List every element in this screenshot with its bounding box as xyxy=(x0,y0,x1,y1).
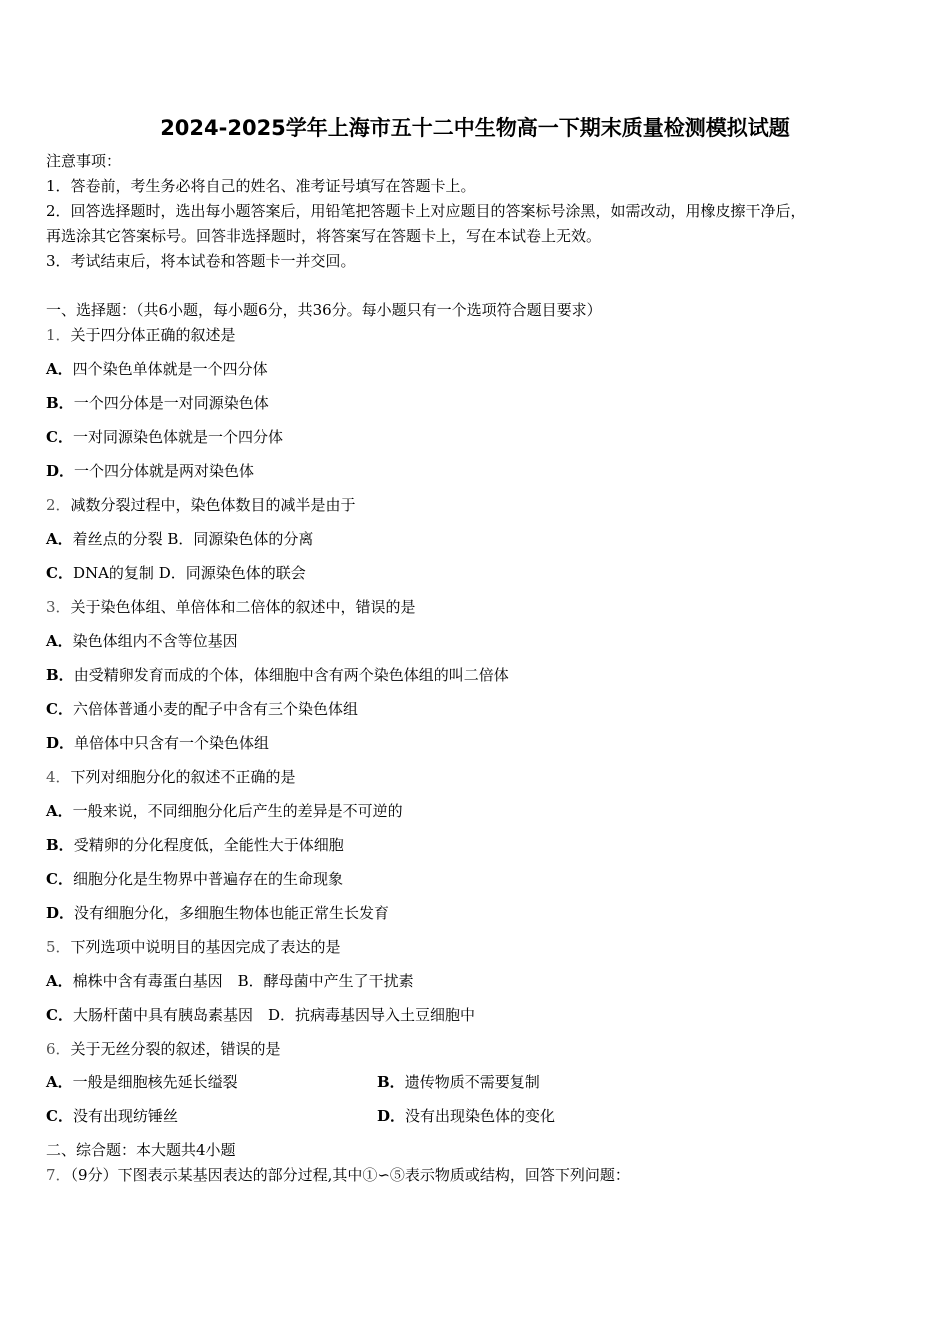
option-text: 没有出现纺锤丝 xyxy=(72,1107,178,1125)
option-d xyxy=(377,1106,555,1126)
option-label: C． xyxy=(46,700,73,718)
notice-item-2b: 再选涂其它答案标号。回答非选择题时，将答案写在答题卡上，写在本试卷上无效。 xyxy=(46,227,602,245)
question-number: 1． xyxy=(46,326,71,344)
question-number: 7． xyxy=(46,1166,71,1184)
question-2-stem xyxy=(46,495,356,515)
question-7-stem xyxy=(46,1165,630,1185)
option-label: A． xyxy=(46,1073,73,1091)
option-text: 染色体组内不含等位基因 xyxy=(72,632,238,650)
option-label: C． xyxy=(46,1006,73,1024)
question-text: 关于染色体组、单倍体和二倍体的叙述中，错误的是 xyxy=(70,598,416,616)
question-number: 6． xyxy=(46,1040,71,1058)
option-b xyxy=(46,835,344,855)
question-text: 关于四分体正确的叙述是 xyxy=(70,326,236,344)
option-label: C． xyxy=(46,870,73,888)
question-text: 关于无丝分裂的叙述，错误的是 xyxy=(70,1040,281,1058)
option-text: 由受精卵发育而成的个体，体细胞中含有两个染色体组的叫二倍体 xyxy=(73,666,509,684)
option-label: C． xyxy=(46,1107,73,1125)
notice-item-1: 1．答卷前，考生务必将自己的姓名、准考证号填写在答题卡上。 xyxy=(46,177,476,195)
option-text: 一个四分体是一对同源染色体 xyxy=(73,394,269,412)
option-label: D． xyxy=(377,1107,406,1125)
option-label: A． xyxy=(46,360,73,378)
question-5-stem xyxy=(46,937,341,957)
option-ab xyxy=(46,971,414,991)
option-label: A． xyxy=(46,972,73,990)
option-label: C． xyxy=(46,428,73,446)
question-6-stem xyxy=(46,1039,281,1059)
option-text: 单倍体中只含有一个染色体组 xyxy=(74,734,270,752)
option-b xyxy=(46,393,269,413)
option-a xyxy=(46,631,238,651)
option-text: 没有细胞分化，多细胞生物体也能正常生长发育 xyxy=(74,904,390,922)
option-text: 一个四分体就是两对染色体 xyxy=(74,462,255,480)
option-label: B． xyxy=(46,666,74,684)
option-text: 受精卵的分化程度低，全能性大于体细胞 xyxy=(73,836,344,854)
option-a xyxy=(46,801,403,821)
notice-item-3: 3．考试结束后，将本试卷和答题卡一并交回。 xyxy=(46,252,356,270)
option-label: D． xyxy=(46,904,75,922)
question-text: （9分）下图表示某基因表达的部分过程,其中①∽⑤表示物质或结构，回答下列问题： xyxy=(70,1166,630,1184)
option-label: D． xyxy=(46,462,75,480)
option-text: 一般来说，不同细胞分化后产生的差异是不可逆的 xyxy=(72,802,403,820)
option-c xyxy=(46,1106,178,1126)
question-text: 下列对细胞分化的叙述不正确的是 xyxy=(70,768,296,786)
question-number: 3． xyxy=(46,598,71,616)
option-label: A． xyxy=(46,632,73,650)
option-label: A． xyxy=(46,530,73,548)
option-text: 细胞分化是生物界中普遍存在的生命现象 xyxy=(72,870,343,888)
question-4-stem xyxy=(46,767,296,787)
option-c xyxy=(46,427,283,447)
question-1-stem xyxy=(46,325,236,345)
section-1-heading: 一、选择题：（共6小题，每小题6分，共36分。每小题只有一个选项符合题目要求） xyxy=(46,301,602,319)
question-text: 下列选项中说明目的基因完成了表达的是 xyxy=(70,938,341,956)
section-2-heading: 二、综合题：本大题共4小题 xyxy=(46,1141,236,1159)
option-d xyxy=(46,461,254,481)
option-ab xyxy=(46,529,313,549)
option-c xyxy=(46,699,358,719)
option-b xyxy=(377,1072,540,1092)
option-label: A． xyxy=(46,802,73,820)
option-text: 四个染色单体就是一个四分体 xyxy=(72,360,268,378)
option-cd xyxy=(46,563,306,583)
option-d xyxy=(46,733,269,753)
option-label: B． xyxy=(377,1073,405,1091)
option-a xyxy=(46,359,268,379)
option-text: 六倍体普通小麦的配子中含有三个染色体组 xyxy=(72,700,358,718)
option-label: D． xyxy=(46,734,75,752)
question-text: 减数分裂过程中，染色体数目的减半是由于 xyxy=(70,496,356,514)
question-number: 2． xyxy=(46,496,71,514)
option-text: 一般是细胞核先延长缢裂 xyxy=(72,1073,238,1091)
option-text: 大肠杆菌中具有胰岛素基因 D．抗病毒基因导入土豆细胞中 xyxy=(72,1006,475,1024)
option-c xyxy=(46,869,343,889)
question-3-stem xyxy=(46,597,416,617)
option-a xyxy=(46,1072,238,1092)
option-text: 着丝点的分裂 B．同源染色体的分离 xyxy=(72,530,314,548)
notice-item-2a: 2．回答选择题时，选出每小题答案后，用铅笔把答题卡上对应题目的答案标号涂黑，如需改动，用橡皮擦干净后， xyxy=(46,202,806,220)
notice-heading: 注意事项： xyxy=(46,152,122,170)
option-text: 一对同源染色体就是一个四分体 xyxy=(72,428,283,446)
option-label: C． xyxy=(46,564,73,582)
option-label: B． xyxy=(46,836,74,854)
option-label: B． xyxy=(46,394,74,412)
page-title: 2024-2025学年上海市五十二中生物高一下期末质量检测模拟试题 xyxy=(160,116,790,140)
option-text: 没有出现染色体的变化 xyxy=(405,1107,556,1125)
option-text: DNA的复制 D．同源染色体的联会 xyxy=(72,564,306,582)
question-number: 5． xyxy=(46,938,71,956)
option-text: 遗传物质不需要复制 xyxy=(404,1073,540,1091)
option-b xyxy=(46,665,509,685)
option-text: 棉株中含有毒蛋白基因 B．酵母菌中产生了干扰素 xyxy=(72,972,414,990)
option-cd xyxy=(46,1005,475,1025)
option-d xyxy=(46,903,389,923)
question-number: 4． xyxy=(46,768,71,786)
